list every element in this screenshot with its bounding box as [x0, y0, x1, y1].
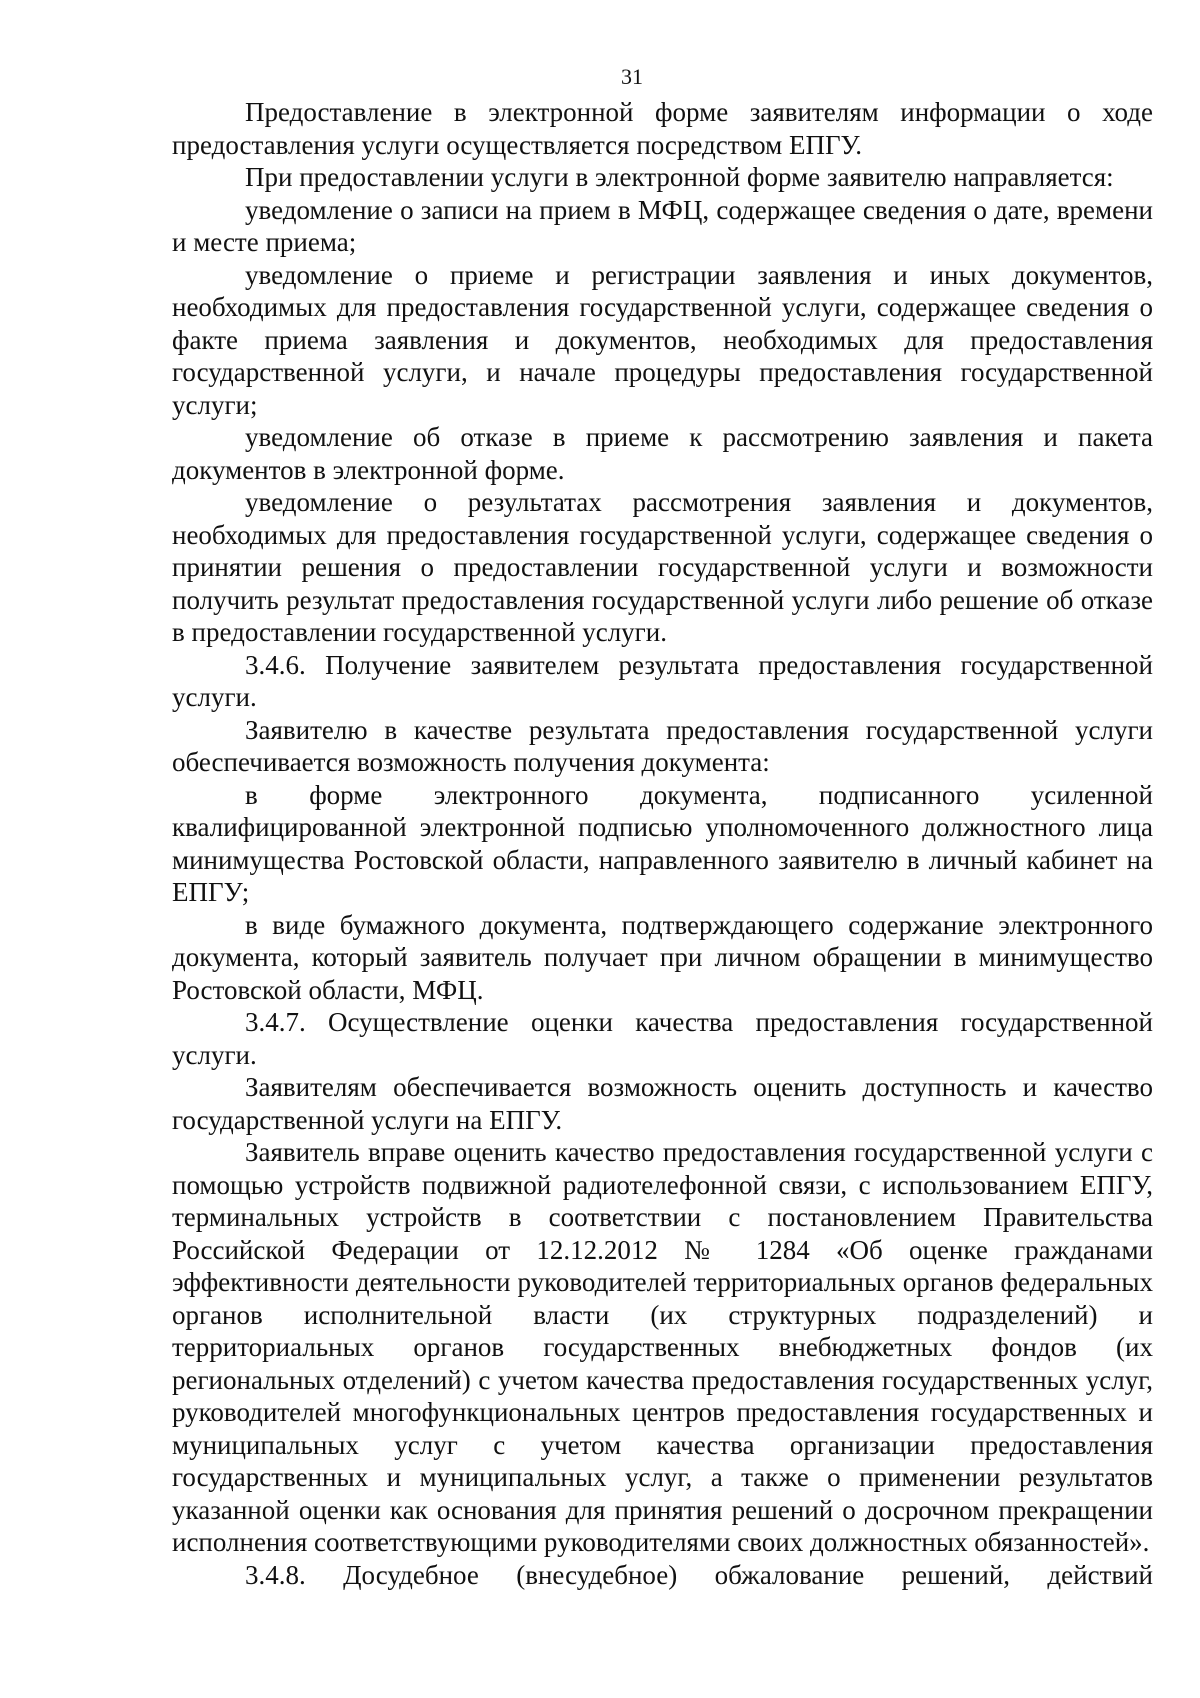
paragraph: При предоставлении услуги в электронной форме заявителю направляется: [245, 162, 1114, 192]
document-body [172, 96, 1153, 1591]
page-number: 31 [621, 64, 643, 89]
paragraph: уведомление о приеме и регистрации заявления и иных документов, необходимых для предоставления государственной услуги, содержащее сведения о факте приема заявления и документов, необходимых для предоставления государственной услуги, и начале процедуры предоставления государственной услуги; [172, 259, 1153, 420]
section-heading-3-4-7: 3.4.7. Осуществление оценки качества предоставления государственной услуги. [172, 1007, 1153, 1070]
paragraph: Заявителям обеспечивается возможность оценить доступность и качество государственной услуги на ЕПГУ. [172, 1072, 1153, 1135]
paragraph: Заявитель вправе оценить качество предоставления государственной услуги с помощью устройств подвижной радиотелефонной связи, с использованием ЕПГУ, терминальных устройств в соответствии с постановлением Правительства Российской Федерации от 12.12.2012 № 1284 «Об оценке гражданами эффективности деятельности руководителей территориальных органов федеральных органов исполнительной власти (их структурных подразделений) и территориальных органов государственных внебюджетных фондов (их региональных отделений) с учетом качества предоставления государственных услуг, руководителей многофункциональных центров предоставления государственных и муниципальных услуг с учетом качества организации предоставления государственных и муниципальных услуг, а также о применении результатов указанной оценки как основания для принятия решений о досрочном прекращении исполнения соответствующими руководителями своих должностных обязанностей». [172, 1137, 1153, 1557]
paragraph: Предоставление в электронной форме заявителям информации о ходе предоставления услуги осуществляется посредством ЕПГУ. [172, 97, 1153, 160]
paragraph: Заявителю в качестве результата предоставления государственной услуги обеспечивается возможность получения документа: [172, 714, 1153, 777]
paragraph: в форме электронного документа, подписанного усиленной квалифицированной электронной подписью уполномоченного должностного лица минимущества Ростовской области, направленного заявителю в личный кабинет на ЕПГУ; [172, 779, 1153, 907]
section-heading-3-4-8: 3.4.8. Досудебное (внесудебное) обжалование решений, действий [245, 1559, 1153, 1590]
section-heading-3-4-6: 3.4.6. Получение заявителем результата предоставления государственной услуги. [172, 649, 1153, 712]
paragraph: в виде бумажного документа, подтверждающего содержание электронного документа, который заявитель получает при личном обращении в минимущество Ростовской области, МФЦ. [172, 909, 1153, 1005]
paragraph: уведомление о записи на прием в МФЦ, содержащее сведения о дате, времени и месте приема; [172, 194, 1153, 257]
paragraph: уведомление о результатах рассмотрения заявления и документов, необходимых для предоставления государственной услуги, содержащее сведения о принятии решения о предоставлении государственной услуги и возможности получить результат предоставления государственной услуги либо решение об отказе в предоставлении государственной услуги. [172, 487, 1153, 647]
paragraph: уведомление об отказе в приеме к рассмотрению заявления и пакета документов в электронной форме. [172, 422, 1153, 485]
